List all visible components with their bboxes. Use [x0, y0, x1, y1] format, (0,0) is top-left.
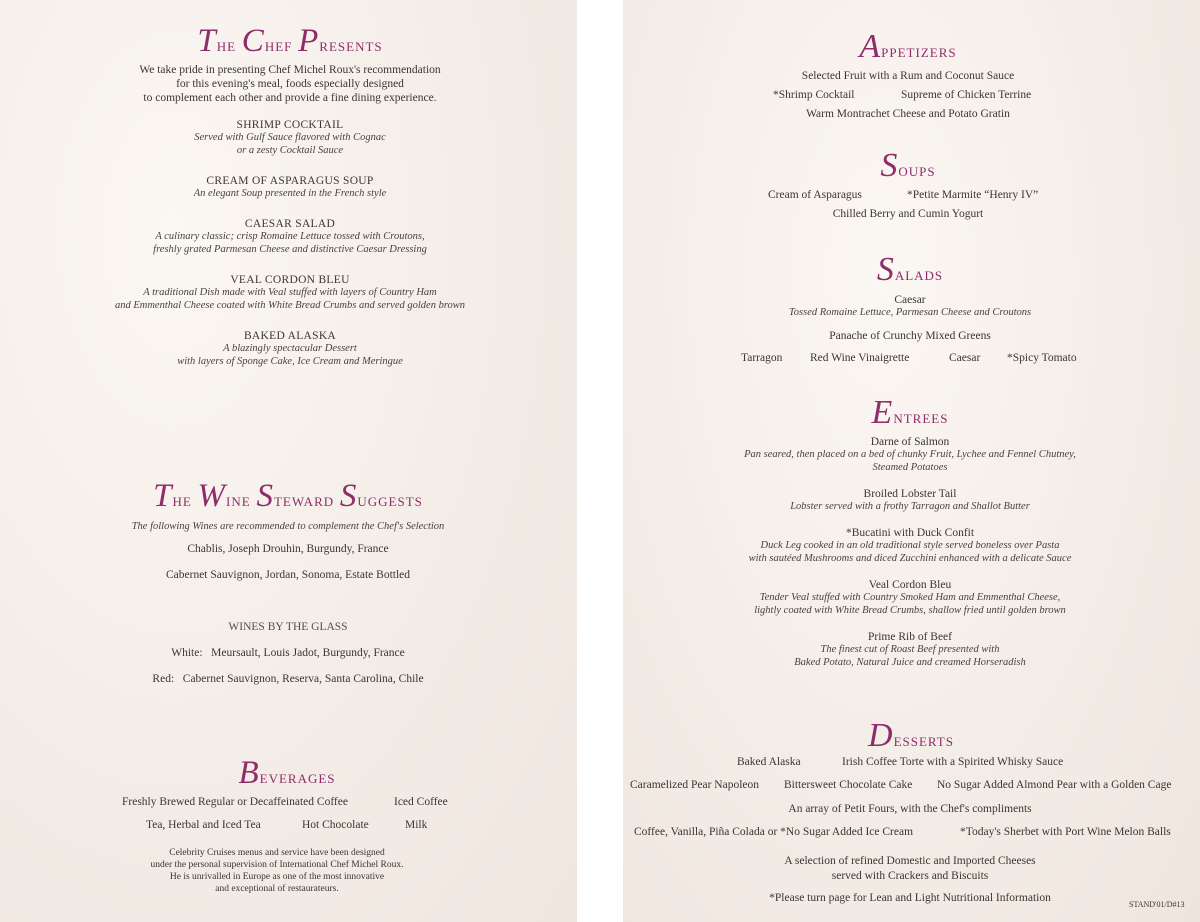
wine-item: Cabernet Sauvignon, Jordan, Sonoma, Estate Bottled [165, 569, 411, 581]
appetizers-heading: Appetizers [859, 28, 957, 65]
chef-item: BAKED ALASKA A blazingly spectacular Dessert with layers of Sponge Cake, Ice Cream and Meringue [177, 330, 403, 367]
soup-item: *Petite Marmite “Henry IV” [907, 189, 1039, 201]
dessert-item: Irish Coffee Torte with a Spirited Whisky Sauce [842, 756, 1064, 768]
dressing-option: Caesar [949, 352, 981, 364]
dessert-item: Caramelized Pear Napoleon [630, 779, 759, 791]
chef-item: CAESAR SALAD A culinary classic; crisp Romaine Lettuce tossed with Croutons, freshly grated Parmesan Cheese and distinctive Caesar Dressing [153, 218, 427, 255]
entrees-heading: Entrees [871, 394, 949, 431]
dessert-item: No Sugar Added Almond Pear with a Golden Cage [937, 779, 1172, 791]
beverage-item: Iced Coffee [394, 796, 448, 808]
page-gutter [577, 0, 623, 922]
entree-item: Prime Rib of Beef The finest cut of Roast Beef presented with Baked Potato, Natural Juice and creamed Horseradish [794, 631, 1026, 668]
dessert-item: Coffee, Vanilla, Piña Colada or *No Sugar Added Ice Cream [634, 826, 914, 838]
chef-item: CREAM OF ASPARAGUS SOUP An elegant Soup presented in the French style [193, 175, 387, 199]
entree-item: Broiled Lobster Tail Lobster served with a frothy Tarragon and Shallot Butter [790, 488, 1030, 512]
menu-code: STAND'01/D#13 [1129, 900, 1185, 909]
wine-steward-heading: The Wine Steward Suggests [153, 478, 423, 514]
appetizer-item: Warm Montrachet Cheese and Potato Gratin [806, 108, 1010, 120]
entree-item: Darne of Salmon Pan seared, then placed on a bed of chunky Fruit, Lychee and Fennel Chutney, Steamed Potatoes [744, 436, 1076, 473]
beverages-heading: Beverages [238, 755, 336, 791]
soups-heading: Soups [880, 147, 936, 184]
left-menu-page [0, 0, 577, 922]
appetizer-item: Selected Fruit with a Rum and Coconut Sauce [801, 70, 1015, 82]
appetizer-item: *Shrimp Cocktail [773, 89, 855, 101]
salads-heading: Salads [876, 251, 944, 288]
dessert-item: An array of Petit Fours, with the Chef's compliments [788, 803, 1032, 815]
soup-item: Cream of Asparagus [768, 189, 862, 201]
dessert-item: Baked Alaska [737, 756, 801, 768]
desserts-heading: Desserts [868, 717, 954, 754]
right-menu-page [623, 0, 1200, 922]
appetizer-item: Supreme of Chicken Terrine [901, 89, 1032, 101]
dressing-option: Tarragon [741, 352, 783, 364]
beverage-item: Tea, Herbal and Iced Tea [146, 819, 261, 831]
chef-presents-heading: The Chef Presents [197, 23, 383, 59]
chef-item: VEAL CORDON BLEU A traditional Dish made with Veal stuffed with layers of Country Ham and Emmenthal Cheese coated with White Bread Crumbs and served golden brown [114, 274, 466, 311]
entree-item: Veal Cordon Bleu Tender Veal stuffed with Country Smoked Ham and Emmenthal Cheese, lightly coated with White Bread Crumbs, shallow fried until golden brown [754, 579, 1066, 616]
dessert-item: Bittersweet Chocolate Cake [784, 779, 913, 791]
wine-intro: The following Wines are recommended to complement the Chef's Selection [131, 521, 445, 532]
dressing-option: Red Wine Vinaigrette [810, 352, 910, 364]
cheese-selection: A selection of refined Domestic and Imported Cheeses served with Crackers and Biscuits [784, 855, 1036, 882]
soup-item: Chilled Berry and Cumin Yogurt [832, 208, 984, 220]
glass-wine-red: Red: Cabernet Sauvignon, Reserva, Santa Carolina, Chile [152, 673, 424, 685]
entree-item: *Bucatini with Duck Confit Duck Leg cooked in an old traditional style served boneless over Pasta with sautéed Mushrooms and diced Zucchini enhanced with a delicate Sauce [748, 527, 1072, 564]
salad-item: Caesar Tossed Romaine Lettuce, Parmesan Cheese and Croutons [788, 294, 1032, 318]
beverage-item: Freshly Brewed Regular or Decaffeinated Coffee [122, 796, 348, 808]
wines-by-glass-heading: WINES BY THE GLASS [228, 621, 348, 633]
beverage-item: Hot Chocolate [302, 819, 369, 831]
salad-item: Panache of Crunchy Mixed Greens [829, 330, 991, 342]
nutrition-note: *Please turn page for Lean and Light Nutritional Information [769, 892, 1051, 904]
beverage-item: Milk [405, 819, 428, 831]
chef-item: SHRIMP COCKTAIL Served with Gulf Sauce flavored with Cognac or a zesty Cocktail Sauce [194, 119, 386, 156]
dressing-option: *Spicy Tomato [1007, 352, 1077, 364]
wine-item: Chablis, Joseph Drouhin, Burgundy, France [187, 543, 389, 555]
chef-intro: We take pride in presenting Chef Michel Roux's recommendation for this evening's meal, foods especially designed to complement each other and provide a fine dining experience. [139, 64, 441, 104]
dessert-item: *Today's Sherbet with Port Wine Melon Balls [960, 826, 1171, 838]
glass-wine-white: White: Meursault, Louis Jadot, Burgundy, France [171, 647, 405, 659]
footer-note: Celebrity Cruises menus and service have been designed under the personal supervision of International Chef Michel Roux. He is unrivalled in Europe as one of the most innovative and exceptional of restaurateurs. [150, 848, 404, 894]
